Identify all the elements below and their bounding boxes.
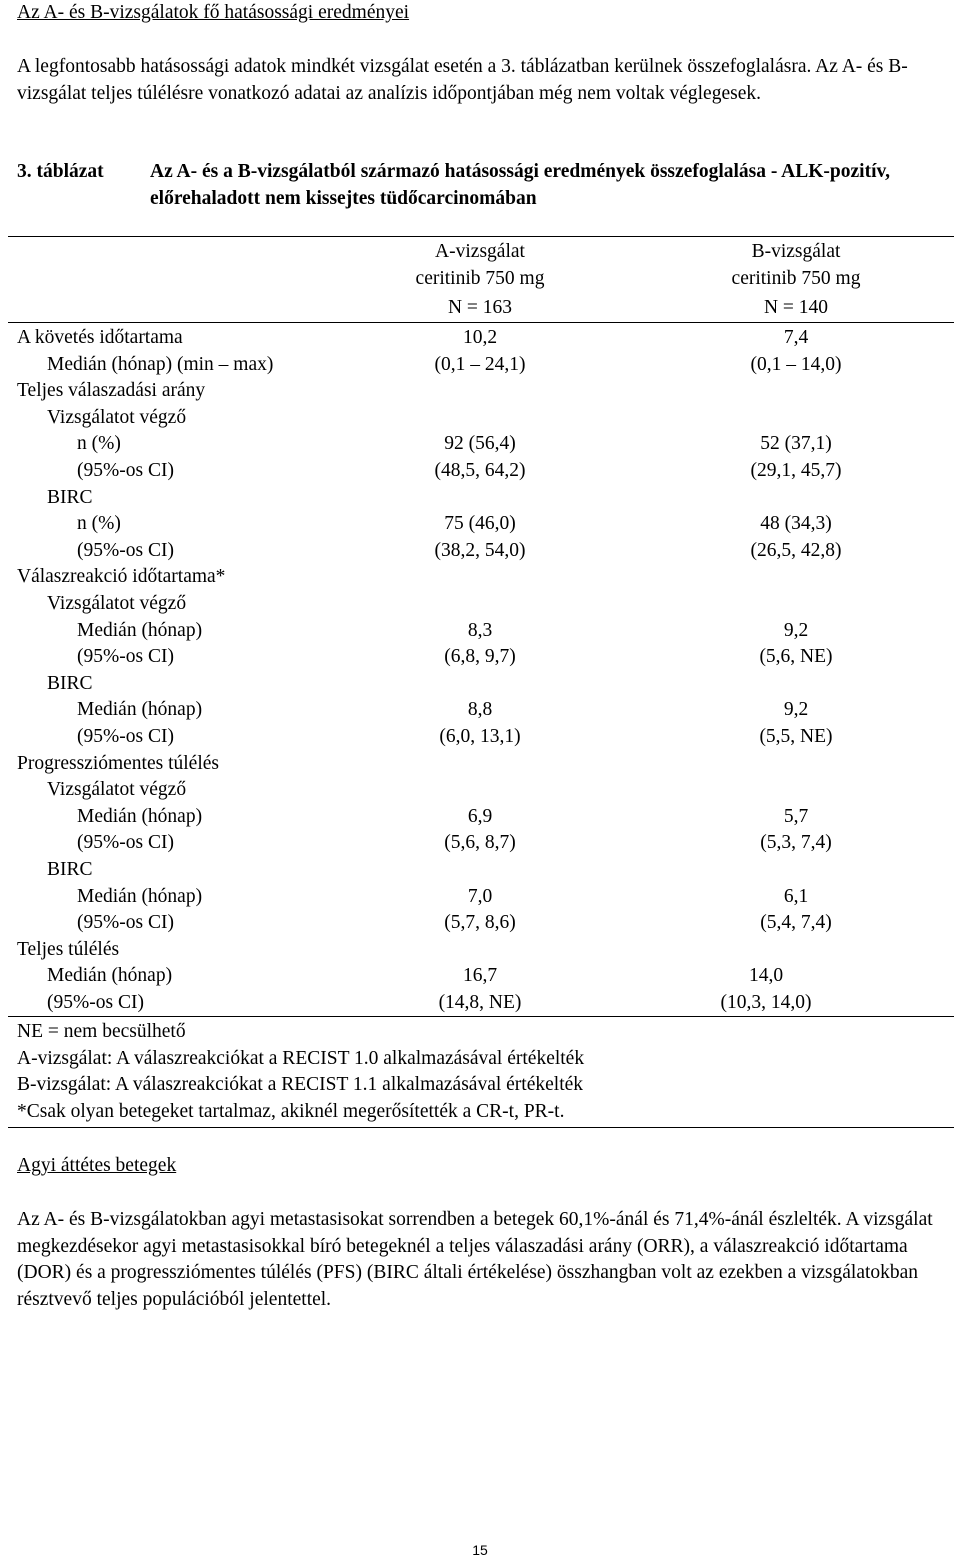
table-row <box>0 458 960 485</box>
study-b-value: (5,3, 7,4) <box>760 832 832 854</box>
table-row <box>0 564 960 591</box>
row-label: Medián (hónap) <box>77 619 203 641</box>
study-b-value: 7,4 <box>783 327 809 348</box>
row-label: A követés időtartama <box>17 327 183 348</box>
row-label: (95%-os CI) <box>77 460 174 481</box>
study-a-value: 10,2 <box>462 327 498 348</box>
table-row <box>0 644 960 671</box>
study-b-value: 5,7 <box>783 805 809 827</box>
table-row <box>0 963 960 990</box>
row-label: Teljes válaszadási arány <box>17 380 206 402</box>
table-row <box>0 884 960 911</box>
row-label: Válaszreakció időtartama* <box>17 566 226 588</box>
table-row <box>0 724 960 751</box>
table-row <box>0 671 960 698</box>
table-row <box>0 751 960 778</box>
section-heading: Az A- és B-vizsgálatok fő hatásossági eredményei <box>17 2 410 23</box>
study-a-value: (38,2, 54,0) <box>434 539 526 561</box>
study-a-value: 75 (46,0) <box>444 513 516 535</box>
study-b-value: (5,5, NE) <box>759 726 833 747</box>
brain-mets-paragraph: Az A- és B-vizsgálatokban agyi metastasisokat sorrendben a betegek 60,1%-ánál és 71,4%-ánál észlelték. A vizsgálat megkezdésekor agyi metastasisokkal bíró betegeknél a teljes válaszadási arány (ORR), a válaszreakció időtartama (DOR) és a progressziómentes túlélés (PFS) (BIRC általi értékelése) összhangban volt az ezekben a vizsgálatokban résztvevő teljes populációból jelentettel. <box>17 1209 933 1310</box>
row-label: Medián (hónap) (min – max) <box>47 353 274 375</box>
row-label: (95%-os CI) <box>77 912 174 934</box>
row-label: Medián (hónap) <box>77 805 203 827</box>
page-number: 15 <box>472 1542 488 1558</box>
study-a-value: (5,7, 8,6) <box>444 912 516 934</box>
study-a-value: (5,6, 8,7) <box>444 832 516 854</box>
column-header-b <box>666 239 926 322</box>
table-row <box>0 378 960 405</box>
row-label: Vizsgálatot végző <box>47 406 187 428</box>
column-b-dose: ceritinib 750 mg <box>731 267 861 289</box>
table-row <box>0 431 960 458</box>
note-study-b: B-vizsgálat: A válaszreakciókat a RECIST 1.1 alkalmazásával értékelték <box>17 1074 584 1095</box>
row-label: (95%-os CI) <box>47 992 144 1013</box>
table-top-rule <box>8 236 954 237</box>
study-b-value: (0,1 – 14,0) <box>750 353 842 375</box>
table-row <box>0 937 960 964</box>
table-caption-number: 3. táblázat <box>17 161 104 182</box>
header-rule <box>8 322 954 323</box>
brain-mets-heading: Agyi áttétes betegek <box>17 1155 177 1176</box>
study-a-value: (6,0, 13,1) <box>439 726 521 747</box>
row-label: (95%-os CI) <box>77 832 174 854</box>
table-row <box>0 325 960 352</box>
study-b-value: (29,1, 45,7) <box>750 460 842 481</box>
study-b-value: 9,2 <box>783 699 809 721</box>
row-label: n (%) <box>77 433 121 455</box>
table-row <box>0 804 960 831</box>
row-label: (95%-os CI) <box>77 646 174 668</box>
column-a-dose: ceritinib 750 mg <box>415 267 545 289</box>
table-bottom-rule <box>8 1127 954 1128</box>
table-row <box>0 990 960 1017</box>
table-row <box>0 538 960 565</box>
row-label: BIRC <box>47 486 93 508</box>
note-study-a: A-vizsgálat: A válaszreakciókat a RECIST 1.0 alkalmazásával értékelték <box>17 1047 585 1069</box>
table-row <box>0 697 960 724</box>
row-label: Progressziómentes túlélés <box>17 752 219 774</box>
study-a-value: (14,8, NE) <box>438 992 522 1013</box>
column-a-title: A-vizsgálat <box>435 241 525 262</box>
row-label: Medián (hónap) <box>47 965 173 987</box>
row-label: BIRC <box>47 672 93 694</box>
table-row <box>0 857 960 884</box>
study-b-value: (10,3, 14,0) <box>720 992 812 1013</box>
table-row <box>0 405 960 432</box>
note-asterisk: *Csak olyan betegeket tartalmaz, akiknél megerősítették a CR-t, PR-t. <box>17 1100 565 1122</box>
table-row <box>0 485 960 512</box>
study-a-value: (0,1 – 24,1) <box>434 353 526 375</box>
row-label: Teljes túlélés <box>17 938 120 960</box>
study-b-value: 52 (37,1) <box>760 433 832 455</box>
table-row <box>0 777 960 804</box>
study-a-value: 8,8 <box>467 699 493 721</box>
study-a-value: 6,9 <box>467 805 493 827</box>
row-label: Vizsgálatot végző <box>47 593 187 614</box>
table-row <box>0 511 960 538</box>
table-caption-text: Az A- és a B-vizsgálatból származó hatásossági eredmények összefoglalása - ALK-pozitív, előrehaladott nem kissejtes tüdőcarcinomában <box>150 161 891 209</box>
study-b-value: (5,4, 7,4) <box>760 912 832 934</box>
study-a-value: (6,8, 9,7) <box>444 646 516 668</box>
row-label: Vizsgálatot végző <box>47 779 187 801</box>
study-b-value: (26,5, 42,8) <box>750 539 842 561</box>
row-label: (95%-os CI) <box>77 539 174 561</box>
column-a-n: N = 163 <box>447 297 513 318</box>
notes-rule <box>8 1016 954 1017</box>
table-notes <box>17 1019 942 1125</box>
table-row <box>0 618 960 645</box>
study-a-value: 7,0 <box>467 885 493 907</box>
row-label: Medián (hónap) <box>77 885 203 907</box>
study-b-value: 48 (34,3) <box>760 513 832 535</box>
table-row <box>0 830 960 857</box>
table-row <box>0 591 960 618</box>
table-row <box>0 352 960 379</box>
study-b-value: (5,6, NE) <box>759 646 833 668</box>
column-b-n: N = 140 <box>763 297 829 318</box>
table-row <box>0 910 960 937</box>
study-b-value: 9,2 <box>783 619 809 641</box>
row-label: n (%) <box>77 513 121 535</box>
study-a-value: 92 (56,4) <box>444 433 516 455</box>
note-ne: NE = nem becsülhető <box>17 1021 186 1042</box>
study-b-value: 6,1 <box>783 885 809 907</box>
column-header-a <box>350 239 610 322</box>
column-b-title: B-vizsgálat <box>751 241 841 262</box>
study-a-value: 16,7 <box>462 965 498 987</box>
intro-paragraph: A legfontosabb hatásossági adatok mindkét vizsgálat esetén a 3. táblázatban kerülnek összefoglalásra. Az A- és B-vizsgálat teljes túlélésre vonatkozó adatai az analízis időpontjában még nem voltak véglegesek. <box>17 56 908 104</box>
row-label: Medián (hónap) <box>77 699 203 721</box>
row-label: BIRC <box>47 859 93 880</box>
study-a-value: 8,3 <box>467 619 493 641</box>
study-b-value: 14,0 <box>748 965 784 987</box>
study-a-value: (48,5, 64,2) <box>434 460 526 481</box>
row-label: (95%-os CI) <box>77 726 174 747</box>
